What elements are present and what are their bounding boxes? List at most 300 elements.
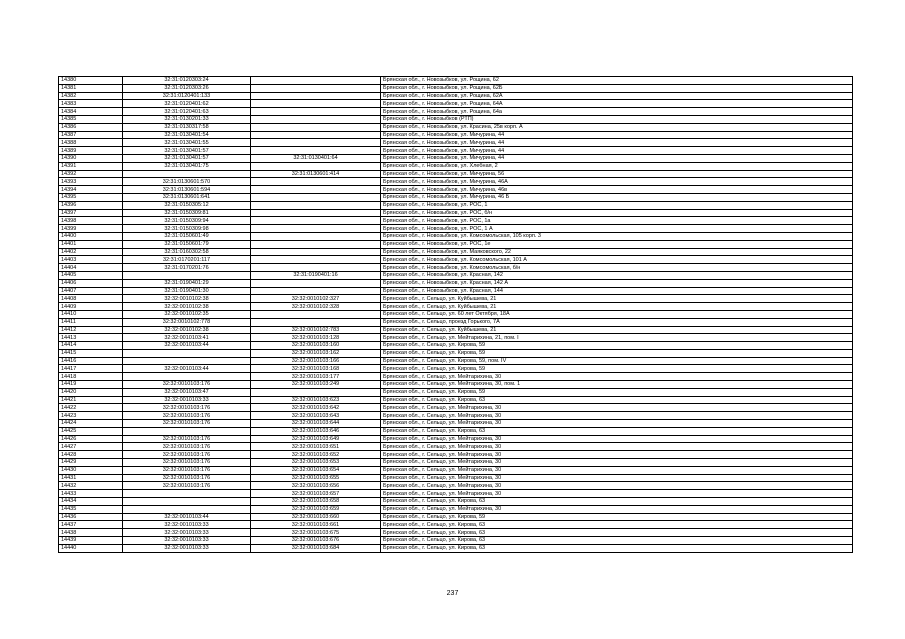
object-number-cell [251,100,381,108]
object-number-cell: 32:32:0010103:643 [251,412,381,420]
parcel-number-cell: 32:32:0010103:33 [123,529,251,537]
parcel-number-cell: 32:32:0010103:176 [123,466,251,474]
object-number-cell [251,178,381,186]
object-number-cell [251,115,381,123]
row-number-cell: 14417 [59,365,123,373]
object-number-cell [251,186,381,194]
parcel-number-cell: 32:31:0160302:58 [123,248,251,256]
object-number-cell [251,256,381,264]
address-cell: Брянская обл., г. Новозыбков, ул. Мичурина, 46 Б [381,193,853,201]
object-number-cell [251,147,381,155]
parcel-number-cell: 32:32:0010103:176 [123,404,251,412]
row-number-cell: 14401 [59,240,123,248]
row-number-cell: 14423 [59,412,123,420]
object-number-cell: 32:31:0190401:16 [251,271,381,279]
parcel-number-cell: 32:31:0190401:30 [123,287,251,295]
address-cell: Брянская обл., г. Новозыбков, ул. Мичурина, 44 [381,139,853,147]
parcel-number-cell: 32:32:0010103:176 [123,474,251,482]
table-row [59,357,853,365]
object-number-cell: 32:32:0010103:657 [251,490,381,498]
object-number-cell [251,108,381,116]
parcel-number-cell: 32:31:0170201:117 [123,256,251,264]
row-number-cell: 14398 [59,217,123,225]
parcel-number-cell: 32:32:0010102:778 [123,318,251,326]
object-number-cell [251,217,381,225]
address-cell: Брянская обл., г. Новозыбков, ул. Комсомольская, 101 А [381,256,853,264]
object-number-cell [251,139,381,147]
row-number-cell: 14395 [59,193,123,201]
address-cell: Брянская обл., г. Новозыбков, ул. Красная, 144 [381,287,853,295]
parcel-number-cell: 32:31:0190401:29 [123,279,251,287]
object-number-cell: 32:32:0010103:249 [251,381,381,389]
object-number-cell: 32:32:0010103:653 [251,459,381,467]
table-row [59,271,853,279]
parcel-number-cell: 32:31:0130401:57 [123,147,251,155]
table-row [59,529,853,537]
table-row [59,443,853,451]
address-cell: Брянская обл., г. Сельцо, ул. Мейтарихина, 21, пом. I [381,334,853,342]
object-number-cell [251,225,381,233]
address-cell: Брянская обл., г. Новозыбков, ул. Красная, 142 [381,271,853,279]
parcel-number-cell: 32:31:0130401:55 [123,139,251,147]
table-row [59,404,853,412]
address-cell: Брянская обл., г. Сельцо, ул. Мейтарихина, 30 [381,459,853,467]
object-number-cell: 32:32:0010103:160 [251,342,381,350]
address-cell: Брянская обл., г. Новозыбков, ул. Мичурина, 56 [381,170,853,178]
table-row [59,123,853,131]
object-number-cell [251,310,381,318]
object-number-cell: 32:31:0130401:64 [251,154,381,162]
parcel-number-cell: 32:32:0010103:44 [123,513,251,521]
row-number-cell: 14405 [59,271,123,279]
address-cell: Брянская обл., г. Сельцо, ул. Кирова, 63 [381,521,853,529]
row-number-cell: 14436 [59,513,123,521]
row-number-cell: 14390 [59,154,123,162]
address-cell: Брянская обл., г. Новозыбков, ул. РОС, 1 [381,201,853,209]
parcel-number-cell: 32:31:0150601:49 [123,232,251,240]
parcel-number-cell: 32:31:0120401:62 [123,100,251,108]
table-row [59,131,853,139]
table-row [59,178,853,186]
object-number-cell: 32:32:0010102:783 [251,326,381,334]
table-row [59,201,853,209]
row-number-cell: 14424 [59,420,123,428]
object-number-cell [251,92,381,100]
address-cell: Брянская обл., г. Сельцо, ул. Кирова, 63 [381,498,853,506]
registry-table [58,76,853,553]
parcel-number-cell: 32:31:0130201:33 [123,115,251,123]
table-row [59,100,853,108]
address-cell: Брянская обл., г. Новозыбков, ул. Рощина, 62 [381,77,853,85]
table-row [59,498,853,506]
row-number-cell: 14414 [59,342,123,350]
row-number-cell: 14410 [59,310,123,318]
table-row [59,170,853,178]
parcel-number-cell: 32:32:0010103:33 [123,396,251,404]
object-number-cell: 32:32:0010103:660 [251,513,381,521]
row-number-cell: 14393 [59,178,123,186]
row-number-cell: 14440 [59,544,123,552]
row-number-cell: 14385 [59,115,123,123]
address-cell: Брянская обл., г. Сельцо, ул. Кирова, 59, пом. IV [381,357,853,365]
parcel-number-cell: 32:31:0130601:570 [123,178,251,186]
row-number-cell: 14416 [59,357,123,365]
parcel-number-cell: 32:31:0150309:98 [123,225,251,233]
address-cell: Брянская обл., г. Сельцо, ул. Кирова, 59 [381,388,853,396]
row-number-cell: 14412 [59,326,123,334]
row-number-cell: 14407 [59,287,123,295]
table-row [59,373,853,381]
object-number-cell: 32:32:0010103:128 [251,334,381,342]
parcel-number-cell: 32:32:0010103:176 [123,482,251,490]
parcel-number-cell: 32:32:0010103:41 [123,334,251,342]
object-number-cell: 32:32:0010103:675 [251,529,381,537]
address-cell: Брянская обл., г. Сельцо, ул. Куйбышева, 21 [381,303,853,311]
parcel-number-cell: 32:32:0010102:38 [123,326,251,334]
row-number-cell: 14430 [59,466,123,474]
parcel-number-cell: 32:32:0010102:35 [123,310,251,318]
table-row [59,77,853,85]
parcel-number-cell: 32:32:0010103:33 [123,521,251,529]
address-cell: Брянская обл., г. Новозыбков (РТП) [381,115,853,123]
parcel-number-cell: 32:32:0010102:38 [123,295,251,303]
object-number-cell: 32:32:0010103:646 [251,427,381,435]
object-number-cell: 32:32:0010103:166 [251,357,381,365]
address-cell: Брянская обл., г. Новозыбков, ул. Красная, 142 А [381,279,853,287]
parcel-number-cell: 32:31:0150305:12 [123,201,251,209]
address-cell: Брянская обл., г. Новозыбков, ул. Мичурина, 44 [381,147,853,155]
row-number-cell: 14429 [59,459,123,467]
object-number-cell [251,287,381,295]
address-cell: Брянская обл., г. Сельцо, ул. Мейтарихина, 30 [381,443,853,451]
table-row [59,115,853,123]
object-number-cell: 32:32:0010103:655 [251,474,381,482]
object-number-cell [251,201,381,209]
address-cell: Брянская обл., г. Новозыбков, ул. РОС, б/н [381,209,853,217]
address-cell: Брянская обл., г. Сельцо, ул. Кирова, 63 [381,396,853,404]
parcel-number-cell [123,427,251,435]
table-row [59,349,853,357]
parcel-number-cell: 32:32:0010103:176 [123,420,251,428]
row-number-cell: 14425 [59,427,123,435]
table-row [59,466,853,474]
parcel-number-cell: 32:31:0150309:81 [123,209,251,217]
object-number-cell: 32:32:0010103:659 [251,505,381,513]
table-row [59,451,853,459]
table-row [59,256,853,264]
address-cell: Брянская обл., г. Новозыбков, ул. Рощина, 62А [381,92,853,100]
row-number-cell: 14420 [59,388,123,396]
object-number-cell: 32:32:0010102:328 [251,303,381,311]
row-number-cell: 14419 [59,381,123,389]
table-row [59,537,853,545]
address-cell: Брянская обл., г. Новозыбков, ул. Мичурина, 44 [381,154,853,162]
address-cell: Брянская обл., г. Новозыбков, ул. Комсомольская, 105 корп. 3 [381,232,853,240]
object-number-cell [251,264,381,272]
row-number-cell: 14434 [59,498,123,506]
table-row [59,232,853,240]
row-number-cell: 14421 [59,396,123,404]
address-cell: Брянская обл., г. Новозыбков, ул. Комсомольская, б/н [381,264,853,272]
address-cell: Брянская обл., г. Новозыбков, ул. РОС, 1е [381,240,853,248]
row-number-cell: 14400 [59,232,123,240]
parcel-number-cell [123,170,251,178]
table-row [59,544,853,552]
row-number-cell: 14408 [59,295,123,303]
table-row [59,240,853,248]
object-number-cell: 32:32:0010103:642 [251,404,381,412]
parcel-number-cell: 32:31:0130601:641 [123,193,251,201]
row-number-cell: 14409 [59,303,123,311]
row-number-cell: 14435 [59,505,123,513]
address-cell: Брянская обл., г. Новозыбков, ул. Мичурина, 46в [381,186,853,194]
object-number-cell [251,240,381,248]
parcel-number-cell: 32:32:0010103:176 [123,412,251,420]
parcel-number-cell: 32:32:0010103:176 [123,443,251,451]
parcel-number-cell: 32:32:0010103:176 [123,451,251,459]
address-cell: Брянская обл., г. Новозыбков, ул. РОС, 1а [381,217,853,225]
row-number-cell: 14391 [59,162,123,170]
address-cell: Брянская обл., г. Сельцо, ул. Мейтарихина, 30 [381,474,853,482]
object-number-cell [251,318,381,326]
address-cell: Брянская обл., г. Сельцо, ул. Мейтарихина, 30 [381,505,853,513]
address-cell: Брянская обл., г. Новозыбков, ул. Рощина, 62Б [381,84,853,92]
row-number-cell: 14438 [59,529,123,537]
object-number-cell: 32:32:0010103:651 [251,443,381,451]
page-number: 237 [446,590,459,597]
address-cell: Брянская обл., г. Новозыбков, ул. Рощина, 64а [381,108,853,116]
object-number-cell: 32:32:0010102:327 [251,295,381,303]
row-number-cell: 14403 [59,256,123,264]
row-number-cell: 14397 [59,209,123,217]
address-cell: Брянская обл., г. Сельцо, ул. Мейтарихина, 30 [381,490,853,498]
parcel-number-cell: 32:31:0170201:76 [123,264,251,272]
address-cell: Брянская обл., г. Новозыбков, ул. Красина, 25в корп. А [381,123,853,131]
table-row [59,318,853,326]
object-number-cell [251,162,381,170]
object-number-cell: 32:32:0010103:623 [251,396,381,404]
row-number-cell: 14389 [59,147,123,155]
row-number-cell: 14415 [59,349,123,357]
row-number-cell: 14382 [59,92,123,100]
table-row [59,334,853,342]
address-cell: Брянская обл., г. Сельцо, ул. Мейтарихина, 30, пом. 1 [381,381,853,389]
table-row [59,365,853,373]
row-number-cell: 14418 [59,373,123,381]
address-cell: Брянская обл., г. Сельцо, ул. Мейтарихина, 30 [381,451,853,459]
parcel-number-cell: 32:32:0010103:176 [123,381,251,389]
table-row [59,435,853,443]
row-number-cell: 14380 [59,77,123,85]
row-number-cell: 14422 [59,404,123,412]
table-row [59,248,853,256]
table-row [59,162,853,170]
address-cell: Брянская обл., г. Сельцо, ул. Кирова, 63 [381,529,853,537]
table-row [59,420,853,428]
row-number-cell: 14384 [59,108,123,116]
parcel-number-cell [123,373,251,381]
address-cell: Брянская обл., г. Новозыбков, ул. Рощина, 64А [381,100,853,108]
table-row [59,92,853,100]
row-number-cell: 14383 [59,100,123,108]
parcel-number-cell: 32:31:0130401:57 [123,154,251,162]
object-number-cell: 32:32:0010103:168 [251,365,381,373]
row-number-cell: 14381 [59,84,123,92]
address-cell: Брянская обл., г. Сельцо, ул. 60 лет Октября, 18А [381,310,853,318]
row-number-cell: 14427 [59,443,123,451]
parcel-number-cell: 32:31:0120303:26 [123,84,251,92]
address-cell: Брянская обл., г. Сельцо, ул. Кирова, 63 [381,544,853,552]
object-number-cell: 32:32:0010103:177 [251,373,381,381]
table-row [59,342,853,350]
parcel-number-cell: 32:31:0120401:133 [123,92,251,100]
address-cell: Брянская обл., г. Сельцо, ул. Мейтарихина, 30 [381,404,853,412]
parcel-number-cell: 32:32:0010103:33 [123,544,251,552]
parcel-number-cell [123,357,251,365]
object-number-cell [251,131,381,139]
address-cell: Брянская обл., г. Новозыбков, ул. РОС, 1 А [381,225,853,233]
row-number-cell: 14439 [59,537,123,545]
table-row [59,287,853,295]
address-cell: Брянская обл., г. Сельцо, ул. Мейтарихина, 30 [381,412,853,420]
parcel-number-cell: 32:32:0010103:44 [123,342,251,350]
table-row [59,381,853,389]
address-cell: Брянская обл., г. Сельцо, ул. Мейтарихина, 30 [381,482,853,490]
object-number-cell [251,248,381,256]
parcel-number-cell: 32:32:0010103:176 [123,459,251,467]
table-row [59,186,853,194]
parcel-number-cell: 32:32:0010102:38 [123,303,251,311]
object-number-cell [251,77,381,85]
table-row [59,217,853,225]
row-number-cell: 14413 [59,334,123,342]
table-row [59,193,853,201]
parcel-number-cell: 32:31:0130601:594 [123,186,251,194]
parcel-number-cell: 32:31:0150309:94 [123,217,251,225]
parcel-number-cell [123,498,251,506]
object-number-cell: 32:32:0010103:661 [251,521,381,529]
object-number-cell [251,232,381,240]
object-number-cell [251,123,381,131]
table-row [59,490,853,498]
address-cell: Брянская обл., г. Сельцо, ул. Кирова, 63 [381,427,853,435]
table-row [59,388,853,396]
row-number-cell: 14394 [59,186,123,194]
row-number-cell: 14433 [59,490,123,498]
parcel-number-cell: 32:32:0010103:47 [123,388,251,396]
table-row [59,310,853,318]
address-cell: Брянская обл., г. Сельцо, ул. Кирова, 59 [381,513,853,521]
parcel-number-cell [123,490,251,498]
address-cell: Брянская обл., г. Сельцо, ул. Мейтарихина, 30 [381,466,853,474]
parcel-number-cell: 32:32:0010103:33 [123,537,251,545]
address-cell: Брянская обл., г. Сельцо, ул. Кирова, 59 [381,365,853,373]
parcel-number-cell: 32:32:0010103:44 [123,365,251,373]
object-number-cell: 32:32:0010103:658 [251,498,381,506]
object-number-cell: 32:32:0010103:644 [251,420,381,428]
table-row [59,279,853,287]
table-row [59,482,853,490]
parcel-number-cell [123,349,251,357]
table-row [59,225,853,233]
registry-table-body [59,77,853,553]
address-cell: Брянская обл., г. Сельцо, ул. Мейтарихина, 30 [381,435,853,443]
address-cell: Брянская обл., г. Новозыбков, ул. Хлебная, 2 [381,162,853,170]
address-cell: Брянская обл., г. Сельцо, ул. Куйбышева, 21 [381,326,853,334]
table-row [59,521,853,529]
row-number-cell: 14386 [59,123,123,131]
table-row [59,326,853,334]
object-number-cell: 32:32:0010103:652 [251,451,381,459]
row-number-cell: 14428 [59,451,123,459]
object-number-cell [251,388,381,396]
row-number-cell: 14426 [59,435,123,443]
object-number-cell: 32:32:0010103:676 [251,537,381,545]
parcel-number-cell [123,271,251,279]
table-row [59,505,853,513]
table-row [59,303,853,311]
object-number-cell: 32:32:0010103:656 [251,482,381,490]
table-row [59,84,853,92]
parcel-number-cell: 32:31:0130401:75 [123,162,251,170]
table-row [59,474,853,482]
parcel-number-cell [123,505,251,513]
table-row [59,108,853,116]
address-cell: Брянская обл., г. Сельцо, ул. Мейтарихина, 30 [381,420,853,428]
table-row [59,209,853,217]
parcel-number-cell: 32:31:0120303:24 [123,77,251,85]
row-number-cell: 14404 [59,264,123,272]
row-number-cell: 14437 [59,521,123,529]
address-cell: Брянская обл., г. Сельцо, проезд Горького, 7А [381,318,853,326]
address-cell: Брянская обл., г. Сельцо, ул. Кирова, 63 [381,537,853,545]
row-number-cell: 14392 [59,170,123,178]
object-number-cell: 32:31:0130601:414 [251,170,381,178]
object-number-cell: 32:32:0010103:654 [251,466,381,474]
table-row [59,412,853,420]
object-number-cell: 32:32:0010103:162 [251,349,381,357]
row-number-cell: 14432 [59,482,123,490]
address-cell: Брянская обл., г. Сельцо, ул. Кирова, 59 [381,349,853,357]
table-row [59,139,853,147]
parcel-number-cell: 32:31:0130317:58 [123,123,251,131]
row-number-cell: 14387 [59,131,123,139]
parcel-number-cell: 32:32:0010103:176 [123,435,251,443]
object-number-cell [251,193,381,201]
object-number-cell: 32:32:0010103:684 [251,544,381,552]
address-cell: Брянская обл., г. Новозыбков, ул. Маяковского, 22 [381,248,853,256]
table-row [59,396,853,404]
row-number-cell: 14431 [59,474,123,482]
table-row [59,147,853,155]
parcel-number-cell: 32:31:0120401:63 [123,108,251,116]
table-row [59,154,853,162]
row-number-cell: 14411 [59,318,123,326]
address-cell: Брянская обл., г. Сельцо, ул. Мейтарихина, 30 [381,373,853,381]
table-row [59,427,853,435]
row-number-cell: 14396 [59,201,123,209]
object-number-cell [251,84,381,92]
object-number-cell [251,279,381,287]
table-row [59,513,853,521]
address-cell: Брянская обл., г. Сельцо, ул. Кирова, 59 [381,342,853,350]
object-number-cell: 32:32:0010103:649 [251,435,381,443]
address-cell: Брянская обл., г. Новозыбков, ул. Мичурина, 44 [381,131,853,139]
parcel-number-cell: 32:31:0150601:79 [123,240,251,248]
row-number-cell: 14406 [59,279,123,287]
parcel-number-cell: 32:31:0130401:54 [123,131,251,139]
table-row [59,295,853,303]
